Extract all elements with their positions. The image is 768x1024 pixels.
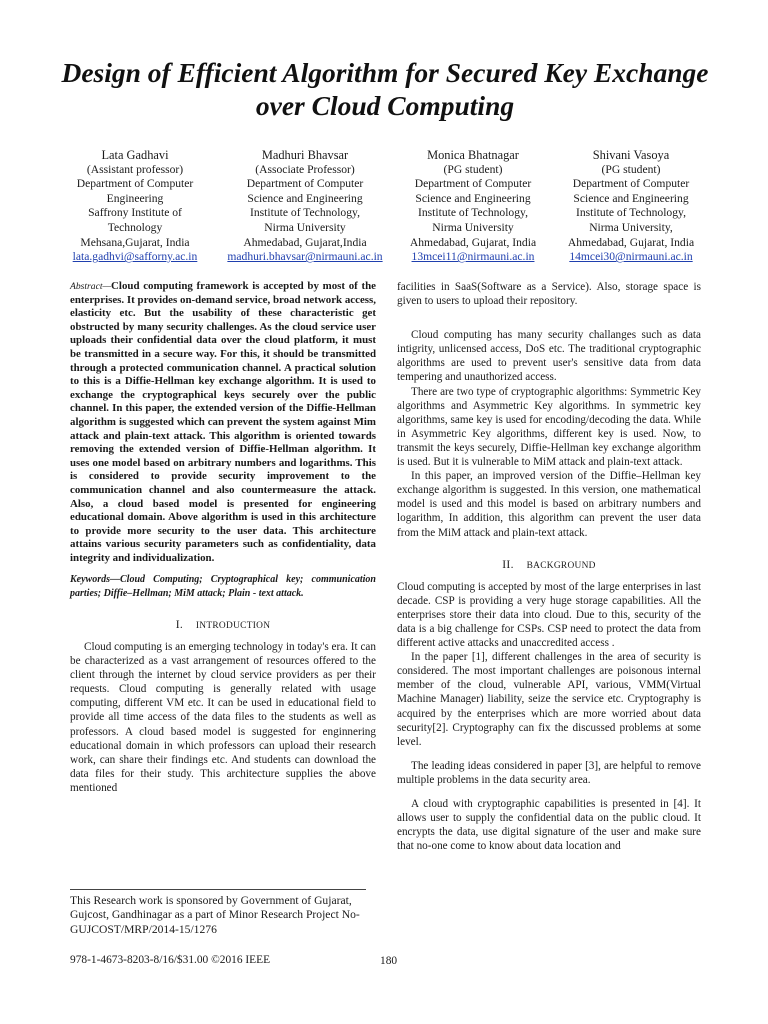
paragraph: Cloud computing is accepted by most of the large enterprises in last decade. CSP is providing a very huge storage capabilities. All the enterprises store their data into cloud. Due to this, security of the data is a big challenge for CSPs. CSP need to protect the data from different active attacks and unaccredited access . bbox=[397, 580, 701, 650]
author-affiliation-line: Engineering bbox=[106, 191, 164, 205]
author-affiliation-line: Science and Engineering bbox=[415, 191, 531, 205]
paragraph: A cloud with cryptographic capabilities is presented in [4]. It allows user to supply the confidential data on the public cloud. It encrypts the data, use digital signature of the user and make sure that no-one come to know about data location and bbox=[397, 798, 701, 853]
author-role: (PG student) bbox=[443, 162, 503, 176]
section-heading-introduction bbox=[70, 618, 376, 633]
author-name: Madhuri Bhavsar bbox=[261, 148, 349, 162]
author-affiliation-line: Department of Computer bbox=[76, 177, 194, 191]
author-affiliation-line: Institute of Technology, bbox=[418, 206, 528, 220]
abstract-text: Cloud computing framework is accepted by most of the enterprises. It provides on-demand service, broad network access, elasticity etc. But the usability of these characteristic get obstructed by many security challenges. As the cloud service user uploads their confidential data over the cloud platform, it must be transmitted in a secure way. For this, it should be transmitted through a protected communication channel. A practical solution to this is a Diffie-Hellman key exchange algorithm. It is used to exchange the cryptographical keys securely over the public channel. In this paper, the extended version of the Diffie-Hellman algorithm is suggested which can prevent the system against Mim attack and plain-text attack. This algorithm is oriented towards removing the extended version of Diffie-Hellman algorithm. It uses one model based on arbitrary numbers and logarithms. This is considered to provide security improvement to the communication channel and also countermeasure the attack. Also, a cloud based model is presented for engineering educational domain. Above algorithm is used in this architecture to provide more security to the user data. This architecture attains various security parameters such as confidentiality, data integrity and individualization. bbox=[70, 280, 376, 564]
author-affiliation-line: Institute of Technology, bbox=[250, 206, 360, 220]
author-3 bbox=[398, 148, 548, 265]
paragraph: Cloud computing is an emerging technology in today's era. It can be characterized as a vast arrangement of resources offered to the client through the internet by cloud service providers as per their requests. Cloud computing is generally related with usage computing, different VM etc. It can be used in educational field to provide all time access of the data files to the students as well as professors. A cloud based model is suggested for enginnering educational domain in which professors can upload their research work, can share their findings etc. And students can download the data files for their study. This architecture supplies the above mentioned bbox=[70, 640, 376, 794]
paper-title: Design of Efficient Algorithm for Secured Key Exchange over Cloud Computing bbox=[61, 57, 709, 121]
author-4 bbox=[556, 148, 706, 265]
author-2 bbox=[220, 148, 390, 265]
isbn-copyright: 978-1-4673-8203-8/16/$31.00 ©2016 IEEE bbox=[70, 954, 271, 966]
abstract-lead: Abstract— bbox=[70, 281, 112, 292]
paragraph: There are two type of cryptographic algorithms: Symmetric Key algorithms and Asymmetric Key algorithms. In symmetric key algorithms, same key is used for encoding/decoding the data. While in Asymmetric Key algorithms, different key is used. Now, to transmit the keys securely, Diffie-Hellman key exchange algorithm is used. But it is vulnerable to MiM attack and plain-text attack. bbox=[397, 385, 701, 469]
author-name: Monica Bhatnagar bbox=[427, 148, 519, 162]
section-title: BACKGROUND bbox=[526, 560, 596, 571]
author-email-link[interactable]: 14mcei30@nirmauni.ac.in bbox=[569, 250, 693, 264]
paragraph: Cloud computing has many security challanges such as data intigrity, unlicensed access, DoS etc. The traditional cryptographic algorithms are used to prevent user's sensitive data from data tempering and unauthorized access. bbox=[397, 329, 701, 384]
section-title: INTRODUCTION bbox=[195, 620, 271, 631]
author-role: (PG student) bbox=[601, 162, 661, 176]
author-name: Lata Gadhavi bbox=[101, 148, 169, 162]
author-affiliation-line: Mehsana,Gujarat, India bbox=[80, 235, 190, 249]
author-block bbox=[60, 148, 710, 268]
footnote-divider bbox=[70, 889, 366, 890]
author-email-link[interactable]: lata.gadhvi@safforny.ac.in bbox=[72, 250, 198, 264]
author-1 bbox=[60, 148, 210, 265]
right-column bbox=[397, 280, 701, 853]
author-role: (Associate Professor) bbox=[255, 162, 355, 176]
author-affiliation-line: Science and Engineering bbox=[247, 191, 363, 205]
author-affiliation-line: Department of Computer bbox=[572, 177, 690, 191]
paragraph: In the paper [1], different challenges in the area of security is considered. The most important challenges are poisonous internal member of the cloud, vulnerable API, various, VMM(Virtual Machine Manager) liability, seize the service etc. Cryptography is acquired by the enterprises which are more worried about data security[2]. Cryptography can fix the discussed problems at some level. bbox=[397, 651, 701, 748]
author-email-link[interactable]: 13mcei11@nirmauni.ac.in bbox=[411, 250, 535, 264]
paragraph: The leading ideas considered in paper [3], are helpful to remove multiple problems in the data security area. bbox=[397, 759, 701, 786]
author-affiliation-line: Technology bbox=[107, 220, 163, 234]
author-affiliation-line: Department of Computer bbox=[414, 177, 532, 191]
paragraph: facilities in SaaS(Software as a Service). Also, storage space is given to users to upload their repository. bbox=[397, 281, 701, 308]
section-heading-background bbox=[397, 558, 701, 573]
author-role: (Assistant professor) bbox=[86, 162, 184, 176]
author-affiliation-line: Ahmedabad, Gujarat,India bbox=[243, 235, 367, 249]
author-affiliation-line: Nirma University bbox=[264, 220, 346, 234]
author-affiliation-line: Nirma University bbox=[432, 220, 514, 234]
paragraph: In this paper, an improved version of the Diffie–Hellman key exchange algorithm is suggested. In this version, one mathematical model is used and this model is based on arbitrary numbers and logarithm, In addition, this algorithm can prevent the user data from the MiM attack and plain-text attack. bbox=[397, 470, 701, 539]
author-affiliation-line: Department of Computer bbox=[246, 177, 364, 191]
abstract bbox=[70, 280, 376, 565]
author-name: Shivani Vasoya bbox=[592, 148, 670, 162]
left-column bbox=[70, 280, 376, 795]
author-affiliation-line: Saffrony Institute of bbox=[88, 206, 182, 220]
author-affiliation-line: Ahmedabad, Gujarat, India bbox=[409, 235, 537, 249]
section-number: I. bbox=[175, 617, 184, 631]
author-affiliation-line: Ahmedabad, Gujarat, India bbox=[567, 235, 695, 249]
author-affiliation-line: Institute of Technology, bbox=[576, 206, 686, 220]
footnote: This Research work is sponsored by Government of Gujarat, Gujcost, Gandhinagar as a part of Minor Research Project No-GUJCOST/MRP/2014-15/1276 bbox=[70, 894, 360, 936]
author-affiliation-line: Nirma University, bbox=[589, 220, 673, 234]
keywords: Keywords—Cloud Computing; Cryptographical key; communication parties; Diffie–Hellman; MiM attack; Plain - text attack. bbox=[70, 574, 376, 599]
author-email-link[interactable]: madhuri.bhavsar@nirmauni.ac.in bbox=[227, 250, 383, 264]
page-number: 180 bbox=[380, 955, 398, 967]
section-number: II. bbox=[502, 557, 514, 571]
author-affiliation-line: Science and Engineering bbox=[573, 191, 689, 205]
